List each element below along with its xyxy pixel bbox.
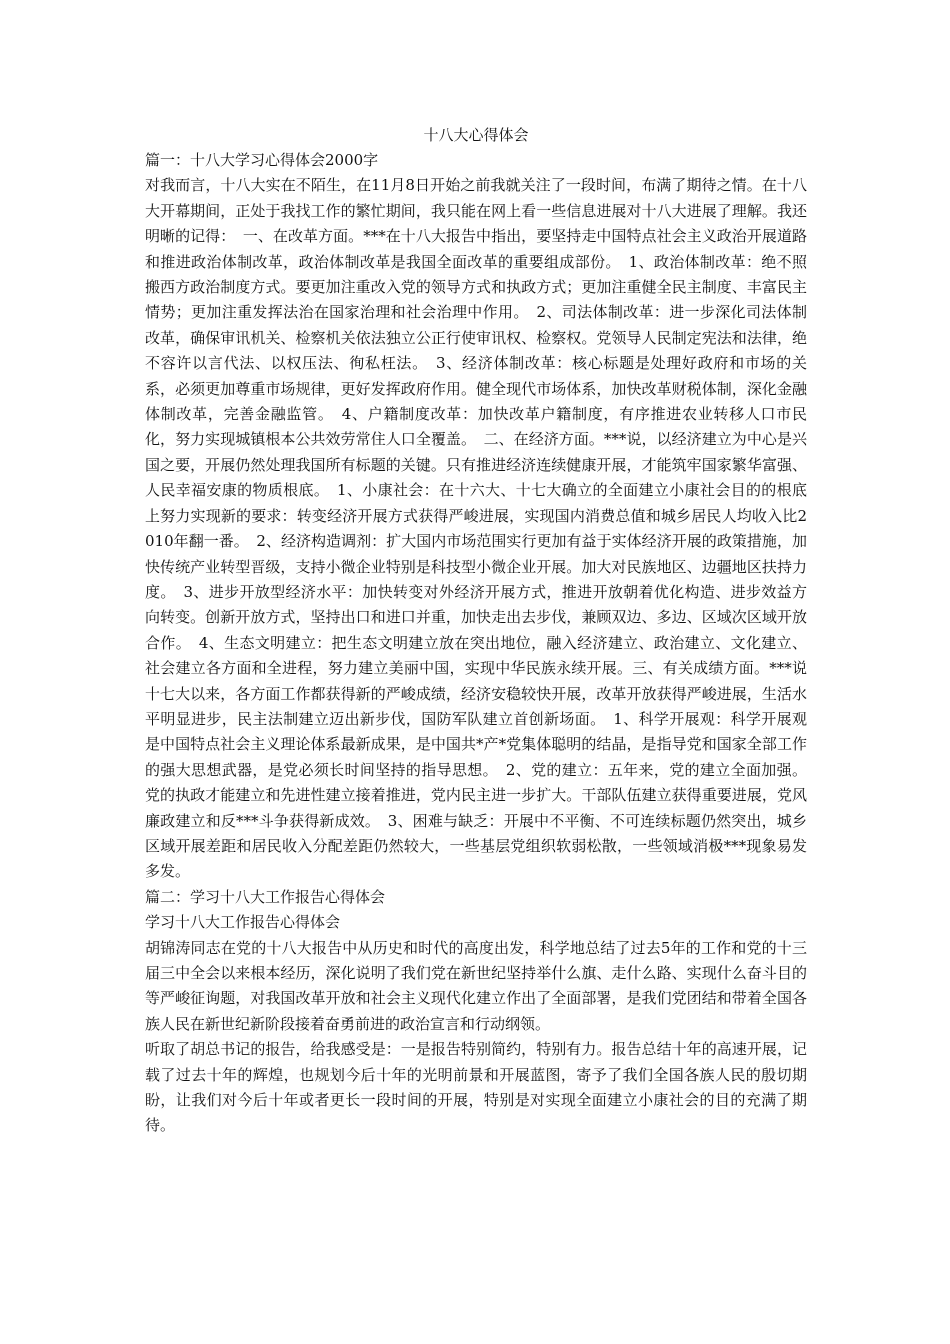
section-2-subtitle: 学习十八大工作报告心得体会 xyxy=(145,913,341,932)
section-1-paragraph-1: 对我而言，十八大实在不陌生，在11月8日开始之前我就关注了一段时间，布满了期待之情。在十八大开幕期间，正处于我找工作的繁忙期间，我只能在网上看一些信息进展对十八大进展了理解。我还明晰的记得： 一、在改革方面。***在十八大报告中指出，要坚持走中国特点社会主义政治开展道路和推进政治体制改革，政治体制改革是我国全面改革的重要组成部份。 1、政治体制改革：绝不照搬西方政治制度方式。要更加注重改入党的领导方式和执政方式；更加注重健全民主制度、丰富民主情势；更加注重发挥法治在国家治理和社会治理中作用。 2、司法体制改革：进一步深化司法体制改革，确保审讯机关、检察机关依法独立公正行使审讯权、检察权。党领导人民制定宪法和法律，绝不容许以言代法、以权压法、徇私枉法。 3、经济体制改革：核心标题是处理好政府和市场的关系，必须更加尊重市场规律，更好发挥政府作用。健全现代市场体系，加快改革财税体制，深化金融体制改革，完善金融监管。 4、户籍制度改革：加快改革户籍制度，有序推进农业转移人口市民化，努力实现城镇根本公共效劳常住人口全覆盖。 二、在经济方面。***说，以经济建立为中心是兴国之要，开展仍然处理我国所有标题的关键。只有推进经济连续健康开展，才能筑牢国家繁华富强、人民幸福安康的物质根底。 1、小康社会：在十六大、十七大确立的全面建立小康社会目的的根底上努力实现新的要求：转变经济开展方式获得严峻进展，实现国内消费总值和城乡居民人均收入比2010年翻一番。 2、经济构造调剂：扩大国内市场范围实行更加有益于实体经济开展的政策措施，加快传统产业转型晋级，支持小微企业特别是科技型小微企业开展。加大对民族地区、边疆地区扶持力度。 3、进步开放型经济水平：加快转变对外经济开展方式，推进开放朝着优化构造、进步效益方向转变。创新开放方式，坚持出口和进口并重，加快走出去步伐，兼顾双边、多边、区域次区域开放合作。 4、生态文明建立：把生态文明建立放在突出地位，融入经济建立、政治建立、文化建立、社会建立各方面和全进程，努力建立美丽中国，实现中华民族永续开展。三、有关成绩方面。***说十七大以来，各方面工作都获得新的严峻成绩，经济安稳较快开展，改革开放获得严峻进展，生活水平明显进步，民主法制建立迈出新步伐，国防军队建立首创新场面。 1、科学开展观：科学开展观是中国特点社会主义理论体系最新成果，是中国共*产*党集体聪明的结晶，是指导党和国家全部工作的强大思想武器，是党必须长时间坚持的指导思想。 2、党的建立：五年来，党的建立全面加强。党的执政才能建立和先进性建立接着推进，党内民主进一步扩大。干部队伍建立获得重要进展，党风廉政建立和反***斗争获得新成效。 3、困难与缺乏：开展中不平衡、不可连续标题仍然突出，城乡区域开展差距和居民收入分配差距仍然较大，一些基层党组织软弱松散，一些领域消极***现象易发多发。 xyxy=(145,176,807,881)
section-1-heading: 篇一：十八大学习心得体会2000字 xyxy=(145,151,379,169)
section-2-heading: 篇二：学习十八大工作报告心得体会 xyxy=(145,887,386,906)
section-2-paragraph-2: 听取了胡总书记的报告，给我感受是：一是报告特别简约，特别有力。报告总结十年的高速开展，记载了过去十年的辉煌，也规划今后十年的光明前景和开展蓝图，寄予了我们全国各族人民的殷切期盼，让我们对今后十年或者更长一段时间的开展，特别是对实现全面建立小康社会的目的充满了期待。 xyxy=(145,1040,807,1135)
section-2-paragraph-1: 胡锦涛同志在党的十八大报告中从历史和时代的高度出发，科学地总结了过去5年的工作和党的十三届三中全会以来根本经历，深化说明了我们党在新世纪坚持举什么旗、走什么路、实现什么奋斗目的等严峻征询题，对我国改革开放和社会主义现代化建立作出了全面部署，是我们党团结和带着全国各族人民在新世纪新阶段接着奋勇前进的政治宣言和行动纲领。 xyxy=(145,938,807,1033)
document-title: 十八大心得体会 xyxy=(423,126,529,144)
document-page xyxy=(145,122,807,1139)
